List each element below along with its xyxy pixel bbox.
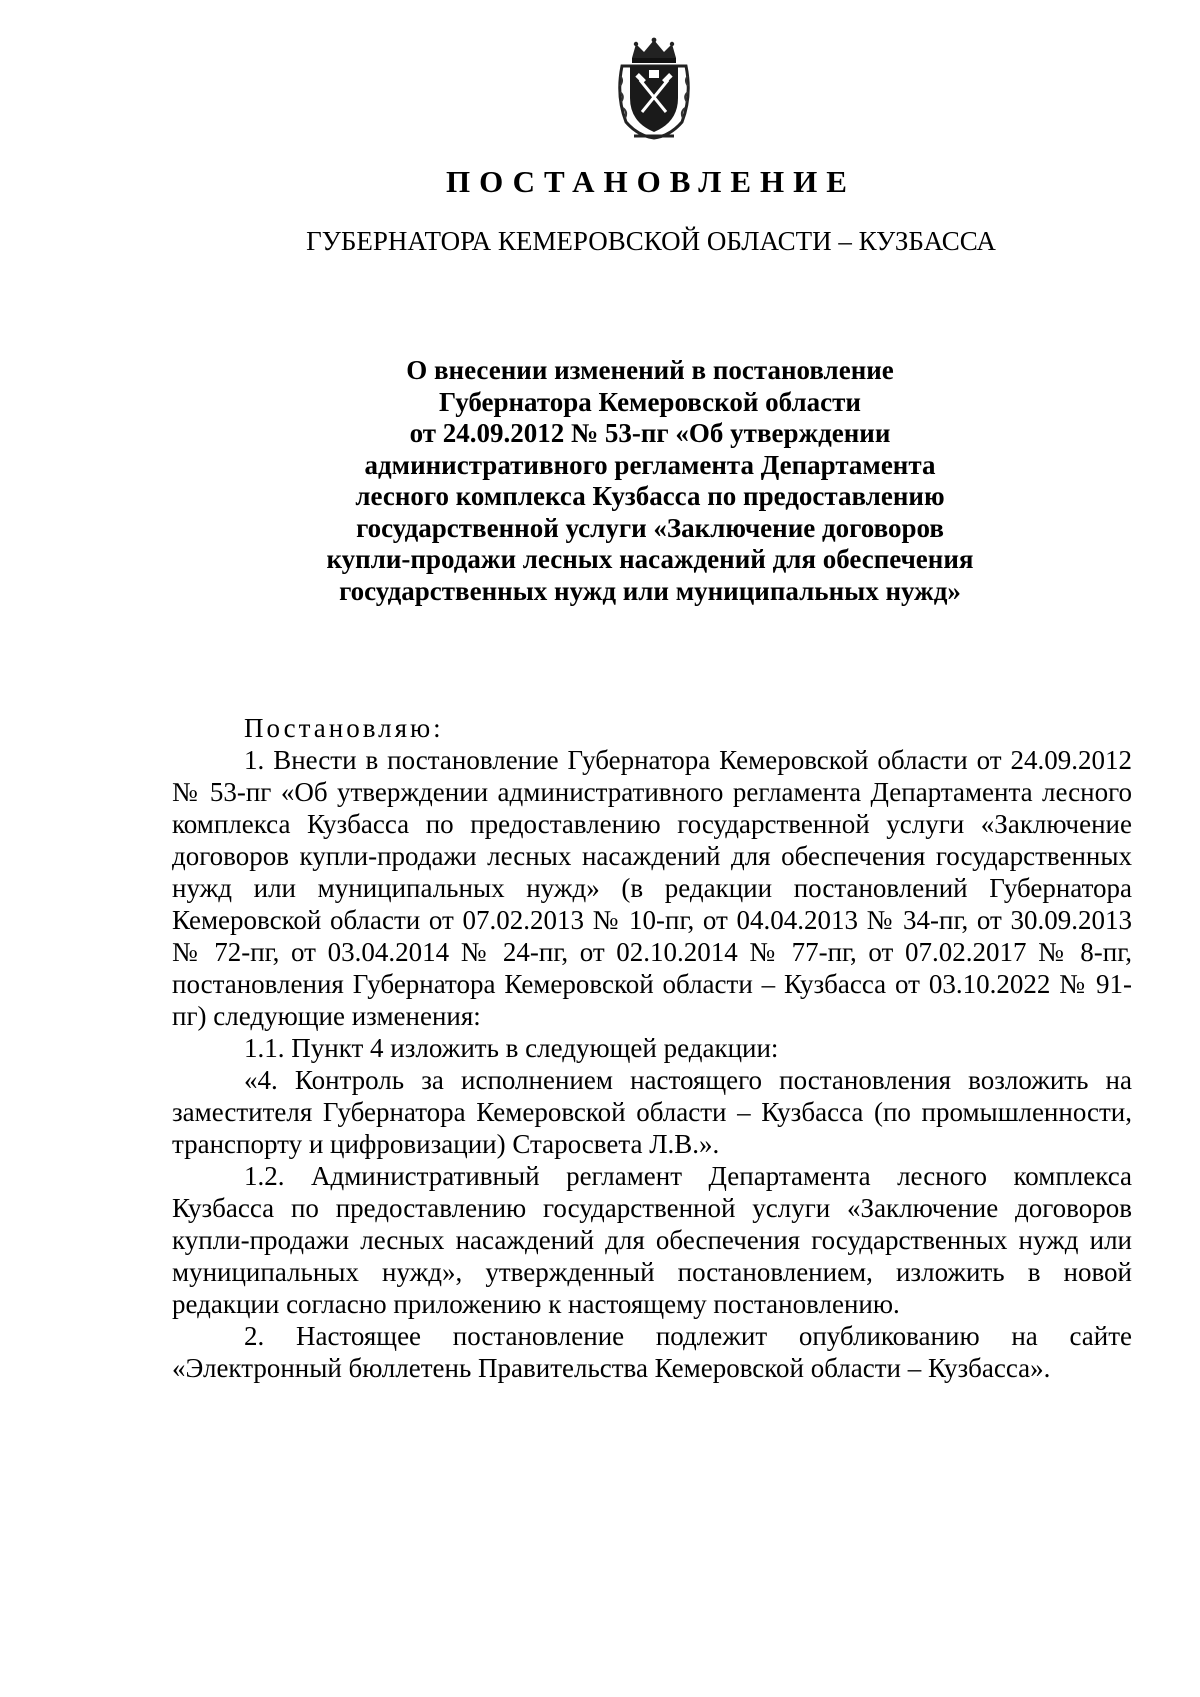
subject-line: от 24.09.2012 № 53-пг «Об утверждении	[409, 418, 891, 448]
subject-line: государственной услуги «Заключение договоров	[356, 512, 944, 543]
decree-word: Постановляю:	[244, 713, 444, 743]
subject-line: О внесении изменений в постановление	[406, 355, 894, 385]
paragraph-1-1-text: «4. Контроль за исполнением настоящего постановления возложить на заместителя Губернатора Кемеровской области – Кузбасса (по промышленности, транспорту и цифровизации) Старосвета Л.В.».	[172, 1065, 1132, 1159]
paragraph-2: 2. Настоящее постановление подлежит опубликованию на сайте «Электронный бюллетень Правительства Кемеровской области – Кузбасса».	[172, 1321, 1132, 1383]
subject-line: лесного комплекса Кузбасса по предоставлению	[355, 481, 945, 511]
paragraph-1-2: 1.2. Административный регламент Департамента лесного комплекса Кузбасса по предоставлению государственной услуги «Заключение договоров купли-продажи лесных насаждений для обеспечения государственных нужд или муниципальных нужд», утвержденный постановлением, изложить в новой редакции согласно приложению к настоящему постановлению.	[172, 1161, 1132, 1319]
kuzbass-coat-of-arms-icon	[614, 36, 694, 140]
subject-heading	[250, 355, 1050, 607]
subject-line: купли-продажи лесных насаждений для обеспечения	[326, 544, 974, 574]
paragraph-1: 1. Внести в постановление Губернатора Кемеровской области от 24.09.2012 № 53-пг «Об утверждении административного регламента Департамента лесного комплекса Кузбасса по предоставлению государственной услуги «Заключение договоров купли-продажи лесных насаждений для обеспечения государственных нужд или муниципальных нужд» (в редакции постановлений Губернатора Кемеровской области от 07.02.2013 № 10-пг, от 04.04.2013 № 34-пг, от 30.09.2013 № 72-пг, от 03.04.2014 № 24-пг, от 02.10.2014 № 77-пг, от 07.02.2017 № 8-пг, постановления Губернатора Кемеровской области – Кузбасса от 03.10.2022 № 91-пг) следующие изменения:	[172, 745, 1132, 1031]
subject-line: административного регламента Департамента	[364, 449, 936, 480]
document-type-title: ПОСТАНОВЛЕНИЕ	[446, 164, 856, 199]
subject-line: государственных нужд или муниципальных нужд»	[339, 575, 961, 606]
paragraph-1-1: 1.1. Пункт 4 изложить в следующей редакции:	[244, 1033, 779, 1063]
subject-line: Губернатора Кемеровской области	[439, 386, 861, 417]
issuer-title: ГУБЕРНАТОРА КЕМЕРОВСКОЙ ОБЛАСТИ – КУЗБАССА	[306, 226, 996, 256]
document-body	[172, 712, 1132, 1384]
